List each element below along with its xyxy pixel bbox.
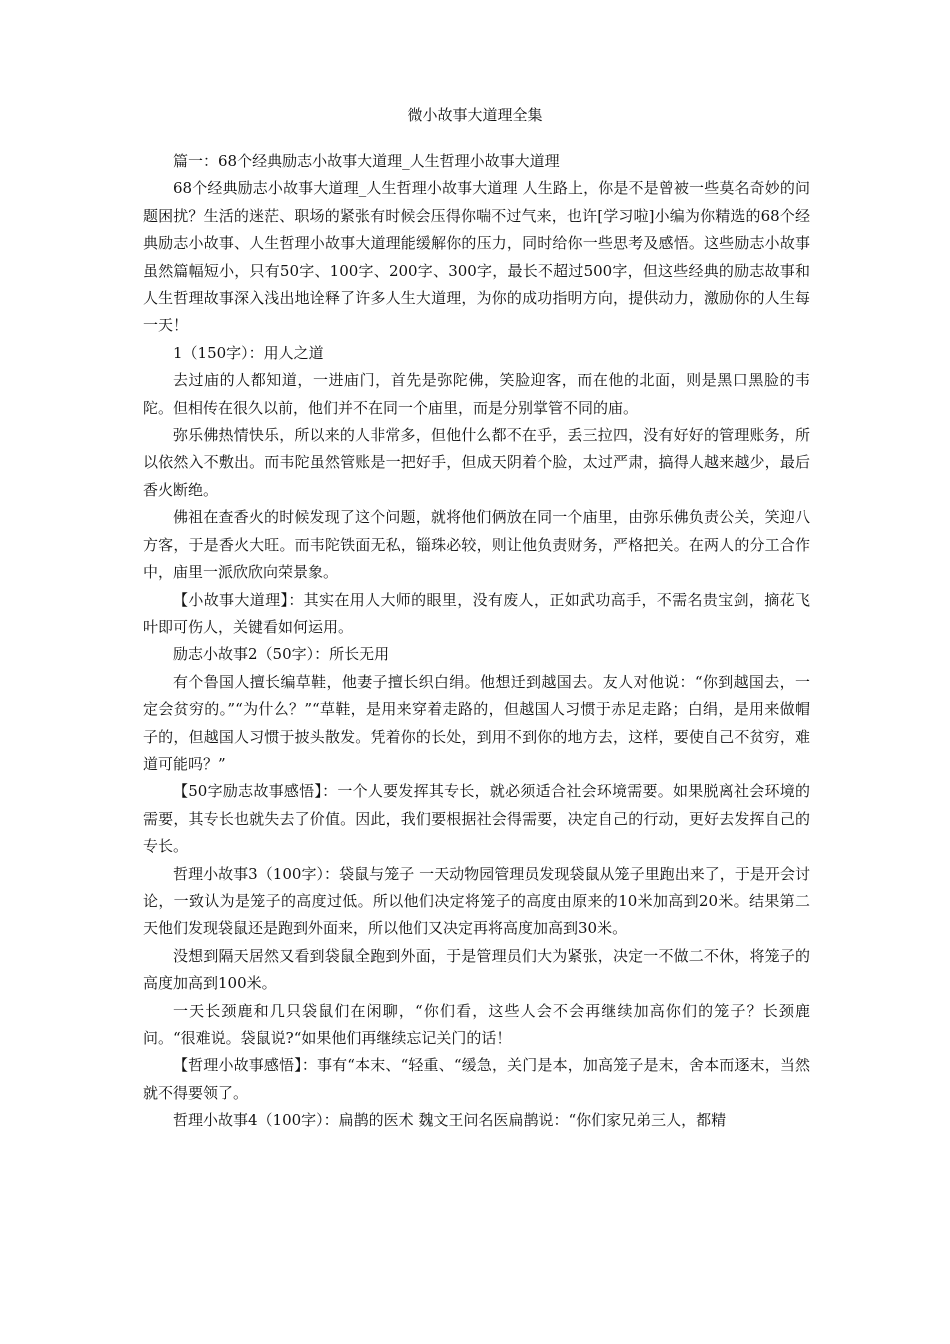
moral-paragraph: 【哲理小故事感悟】：事有“本末、“轻重、“缓急，关门是本，加高笼子是末，舍本而逐末，当然就不得要领了。 bbox=[143, 1056, 810, 1102]
section-heading: 篇一：68个经典励志小故事大道理_人生哲理小故事大道理 bbox=[173, 152, 560, 170]
document-body bbox=[143, 148, 810, 1135]
document-title: 微小故事大道理全集 bbox=[407, 106, 543, 124]
story-paragraph: 没想到隔天居然又看到袋鼠全跑到外面，于是管理员们大为紧张，决定一不做二不休，将笼子的高度加高到100米。 bbox=[143, 946, 810, 993]
story-paragraph: 去过庙的人都知道，一进庙门，首先是弥陀佛，笑脸迎客，而在他的北面，则是黑口黑脸的韦陀。但相传在很久以前，他们并不在同一个庙里，而是分别掌管不同的庙。 bbox=[143, 371, 810, 417]
story-paragraph: 一天长颈鹿和几只袋鼠们在闲聊，“你们看，这些人会不会再继续加高你们的笼子？长颈鹿问。“很难说。袋鼠说?“如果他们再继续忘记关门的话！ bbox=[143, 1001, 810, 1047]
moral-paragraph: 【50字励志故事感悟】：一个人要发挥其专长，就必须适合社会环境需要。如果脱离社会环境的需要，其专长也就失去了价值。因此，我们要根据社会得需要，决定自己的行动，更好去发挥自己的专长。 bbox=[143, 782, 810, 856]
intro-paragraph: 68个经典励志小故事大道理_人生哲理小故事大道理 人生路上，你是不是曾被一些莫名奇妙的问题困扰？生活的迷茫、职场的紧张有时候会压得你喘不过气来，也许[学习啦]小编为你精选的68个经典励志小故事、人生哲理小故事大道理能缓解你的压力，同时给你一些思考及感悟。这些励志小故事虽然篇幅短小，只有50字、100字、200字、300字，最长不超过500字，但这些经典的励志故事和人生哲理故事深入浅出地诠释了许多人生大道理，为你的成功指明方向，提供动力，激励你的人生每一天！ bbox=[143, 179, 810, 335]
story-paragraph: 佛祖在查香火的时候发现了这个问题，就将他们俩放在同一个庙里，由弥乐佛负责公关，笑迎八方客，于是香火大旺。而韦陀铁面无私，锱珠必较，则让他负责财务，严格把关。在两人的分工合作中，庙里一派欣欣向荣景象。 bbox=[143, 508, 810, 582]
story-heading: 1（150字）：用人之道 bbox=[173, 343, 324, 362]
moral-paragraph: 【小故事大道理】：其实在用人大师的眼里，没有废人，正如武功高手，不需名贵宝剑，摘花飞叶即可伤人，关键看如何运用。 bbox=[143, 590, 810, 636]
story-heading: 励志小故事2（50字）：所长无用 bbox=[173, 645, 390, 664]
story-paragraph: 哲理小故事3（100字）：袋鼠与笼子 一天动物园管理员发现袋鼠从笼子里跑出来了，于是开会讨论，一致认为是笼子的高度过低。所以他们决定将笼子的高度由原来的10米加高到20米。结果第二天他们发现袋鼠还是跑到外面来，所以他们又决定再将高度加高到30米。 bbox=[143, 864, 810, 938]
story-paragraph: 哲理小故事4（100字）：扁鹊的医术 魏文王问名医扁鹊说：“你们家兄弟三人，都精 bbox=[173, 1111, 727, 1130]
story-paragraph: 弥乐佛热情快乐，所以来的人非常多，但他什么都不在乎，丢三拉四，没有好好的管理账务，所以依然入不敷出。而韦陀虽然管账是一把好手，但成天阴着个脸，太过严肃，搞得人越来越少，最后香火断绝。 bbox=[143, 426, 810, 499]
story-paragraph: 有个鲁国人擅长编草鞋，他妻子擅长织白绢。他想迁到越国去。友人对他说：“你到越国去，一定会贫穷的。”“为什么？”“草鞋，是用来穿着走路的，但越国人习惯于赤足走路；白绢，是用来做帽子的，但越国人习惯于披头散发。凭着你的长处，到用不到你的地方去，这样，要使自己不贫穷，难道可能吗？” bbox=[143, 672, 810, 773]
